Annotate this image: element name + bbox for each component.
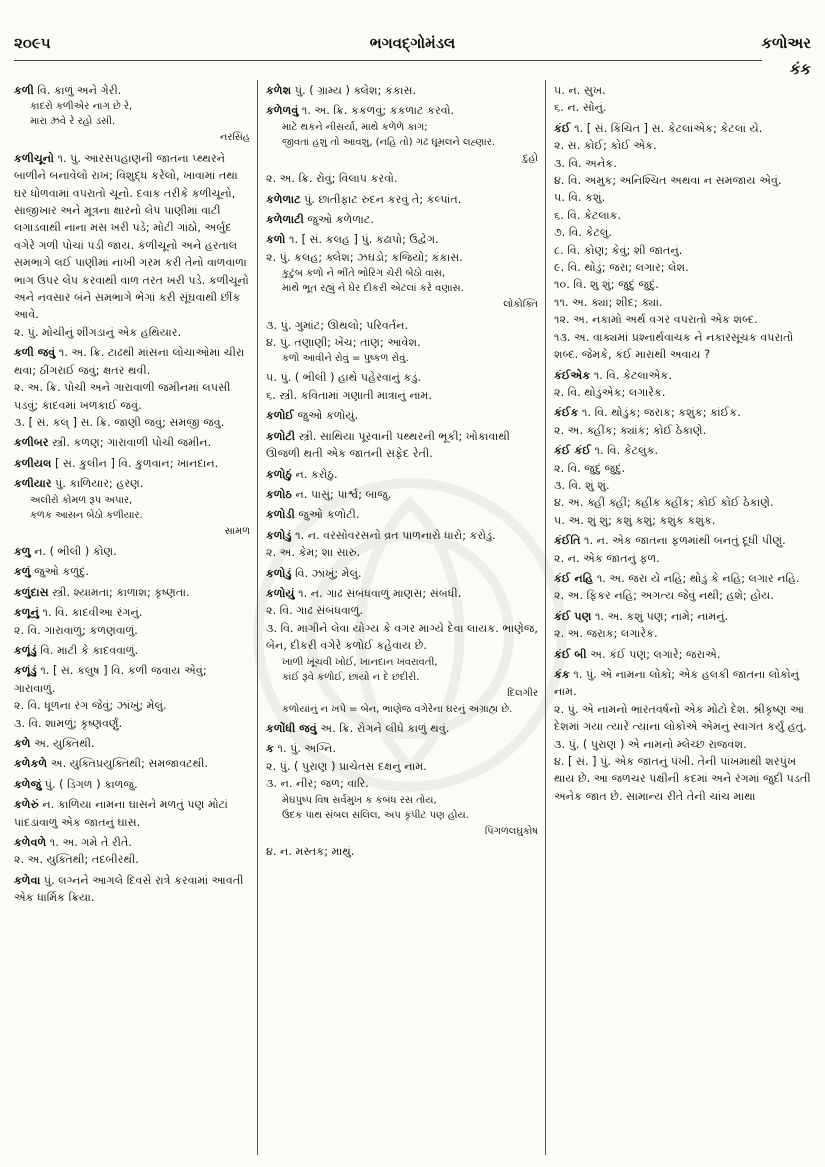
guide-word-bottom: કંક: [789, 60, 811, 78]
definition-text: પું. ( ડિંગળ ) કાળજું.: [44, 777, 138, 791]
headword: કંઈક: [554, 406, 579, 420]
definition-line: ૫. પું. ( ભીલી ) હાથે પહેરવાનું કડું.: [266, 371, 422, 385]
quote-line: જીવતાં હશું તો આવશું, (નહિ તો) ગઢ ઘૂમલને લહ્ણાર.: [282, 136, 496, 148]
dictionary-entry: [266, 170, 538, 187]
headword: કળી જવું: [14, 346, 56, 360]
quote-line: ખાળી ખૂંચવી ખોઈ, ખાનદાન ખવરાવતી,: [282, 656, 438, 668]
definition-text: ૧. પું. એ નામના લોકો; એક હલકી જાતના લોકોનું નામ.: [554, 668, 800, 699]
dictionary-entry: [554, 646, 814, 663]
definition-text: સ્ત્રી. શ્યામતા; કાળાશ; કૃષ્ણતા.: [52, 585, 190, 599]
quote-line: કળક આસન બેઠો કળીયાર.: [30, 509, 143, 521]
definition-line: [14, 642, 250, 659]
quote-line: મારા ઝ્રવે રે રહો ડસી.: [30, 116, 116, 128]
definition-line: [266, 486, 538, 503]
definition-line: ૨. અ. યુક્તિથી; તદબીરથી.: [14, 853, 139, 867]
definition-line: ૨. અ. કેમ; શા સારુ.: [266, 546, 361, 560]
definition-text: અ. યુક્તિપ્રયુક્તિથી; સમજાવટથી.: [50, 757, 209, 771]
headword: કંઈતિ: [554, 534, 581, 548]
definition-line: [266, 407, 538, 424]
headword: કળેવા: [14, 873, 41, 887]
dictionary-entry: [14, 455, 250, 472]
definition-line: [14, 796, 250, 831]
dictionary-entry: [266, 428, 538, 463]
headword: કંઈએક: [554, 368, 591, 382]
headword: કળુ: [14, 544, 31, 558]
definition-text: જુઓ કળુંદું.: [34, 565, 89, 579]
definition-text: ૧. અ. ક્રિ. કકળવું; કકળાટ કરવો.: [301, 104, 455, 118]
definition-line: ૩. વિ. અનેક.: [554, 156, 617, 170]
dictionary-entry: [266, 585, 538, 717]
definition-line: ૨. અ. ક્રિ. રોવું; વિલાપ કરવો.: [266, 172, 398, 186]
dictionary-entry: [14, 834, 250, 869]
definition-text: [ સં. કુલીન ] વિ. કુળવાન; ખાનદાન.: [55, 456, 219, 470]
quote-line: અલીરો કોમળ રૂપ અપાર,: [30, 494, 133, 506]
headword: કળોટી: [266, 429, 296, 443]
headword: કળી: [14, 84, 34, 97]
definition-line: ૨. પું. એ નામનો ભારતવર્ષનો એક મોટો દેશ. શ્રીકૃષ્ણ આ દેશમાં ગયા ત્યારે ત્યાંના લોકોએ એમનું સ્વાગત કર્યું હતું.: [554, 702, 807, 734]
definition-line: ૫. વિ. કશું.: [554, 191, 606, 205]
headword: કળોંધી જવું: [266, 721, 317, 735]
definition-text: અ. ક્રિ. રોગને લીધે કાળું થવું.: [320, 721, 450, 735]
definition-line: ૩. [ સં. કલ્ ] સ. ક્રિ. જાણી જવું; સમજી જવું.: [14, 415, 225, 429]
definition-line: ૧૨. અ. નકામો અર્થ વગર વપરાતો એક શબ્દ.: [554, 313, 758, 327]
definition-line: [554, 570, 814, 587]
dictionary-entry: [554, 666, 814, 805]
definition-line: ૪. ન. મસ્તક; માથું.: [266, 845, 355, 858]
dictionary-entry: [14, 434, 250, 451]
definition-line: ૩. પું. ગુમાંટ; ઊથલો; પરિવર્તન.: [266, 318, 409, 332]
headword: કંઈ નહિ: [554, 571, 594, 585]
definition-line: [14, 776, 250, 793]
dictionary-entry: [266, 102, 538, 167]
definition-line: [554, 532, 814, 549]
quote-line: મેઘપુષ્પ વિષ સર્વમુખ ક કબંધ રસ તોય,: [282, 794, 437, 806]
definition-line: ૬. વિ. કેટલાક.: [554, 208, 622, 222]
headword: કળોઠ: [266, 487, 292, 501]
definition-text: ૧. પું. અગ્નિ.: [277, 742, 337, 756]
definition-text: અ. કંઈ પણ; લગારે; જરાએ.: [590, 647, 721, 661]
definition-line: ૪. વિ. અમુક; અનિશ્ચિત અથવા ન સમજાય એવું.: [554, 174, 782, 188]
headword: કળેળાટ: [266, 192, 301, 206]
definition-line: [14, 82, 250, 99]
dictionary-entry: [14, 604, 250, 639]
definition-text: ૧. [ સં. કલુષ ] વિ. કળી જવાય એવું; ગારાવાળું.: [14, 664, 207, 695]
definition-line: [14, 604, 250, 621]
dictionary-entry: [266, 740, 538, 840]
definition-line: [554, 120, 814, 137]
definition-line: ૨. વિ. ધૂળના રંગ જેવું; ઝાંખું; મેલું.: [14, 699, 167, 713]
headword: કંઈ: [554, 121, 571, 135]
definition-line: ૨. અ. ફિકર નહિ; અગત્ય જેવું નથી; હશે; હોય.: [554, 589, 774, 603]
dictionary-entry: [266, 486, 538, 503]
definition-line: ૩. વિ. શામળું; કૃષ્ણવર્ણું.: [14, 716, 123, 730]
headword: કળૂનું: [14, 606, 39, 620]
definition-line: [266, 211, 538, 228]
headword: કળોડી: [266, 508, 295, 522]
headword: કળોડું: [266, 566, 292, 580]
definition-line: [266, 565, 538, 582]
headword: કળોડું: [266, 528, 292, 542]
guide-word-top: કળોઅર: [761, 34, 811, 52]
definition-line: ૫. અ. શું શું; કશું કશું; કશુંક કશુંક.: [554, 513, 716, 527]
definition-line: [266, 428, 538, 463]
quote-attribution: દુહો: [522, 152, 538, 164]
dictionary-entry: [266, 506, 538, 523]
dictionary-entry: [554, 442, 814, 529]
definition-line: ૨. વિ. ગારાવાળું; કળણવાળું.: [14, 623, 138, 637]
dictionary-entry: [266, 565, 538, 582]
definition-line: [266, 740, 538, 757]
definition-text: ૧. ન. ગાઢ સંબંધવાળું માણસ; સંબંધી.: [298, 586, 462, 600]
definition-text: ન. કાળિયા નામના ઘાસને મળતું પણ મોટાં પાંદડાંવાળું એક જાતનું ઘાસ.: [14, 798, 228, 829]
dictionary-entry: [266, 191, 538, 208]
definition-line: ૩. ન. નીર; જળ; વારિ.: [266, 777, 369, 791]
definition-text: વિ. માટી કે કાદવવાળું.: [40, 643, 139, 657]
column-3: [554, 82, 814, 1157]
dictionary-entry: [554, 120, 814, 364]
definition-text: ન. ( ભીલી ) કોણ.: [34, 544, 117, 558]
headword: કળેળવું: [266, 104, 299, 118]
headword: કળો: [266, 233, 286, 247]
dictionary-entry: [554, 608, 814, 643]
headword: કંક: [554, 668, 570, 681]
definition-line: ૯. વિ. થોડું; જરા; લગાર; લેશ.: [554, 261, 689, 275]
headword: કળીચૂનો: [14, 151, 54, 165]
dictionary-entry: [266, 82, 538, 99]
definition-text: ન. કરોઠું.: [295, 467, 338, 481]
definition-line: ૪. પું. તણાણી; ખેંચ; તાણ; આવેશ.: [266, 336, 421, 350]
headword: કળૂંડું: [14, 664, 37, 678]
headword: કળેવળે: [14, 836, 47, 850]
dictionary-entry: [266, 466, 538, 483]
dictionary-entry: [554, 532, 814, 567]
dictionary-entry: [554, 367, 814, 402]
headword: કળેશ: [266, 84, 292, 97]
definition-text: વિ. કાળું અને ગેરી.: [37, 84, 122, 97]
dictionary-entry: [554, 82, 814, 117]
definition-text: ન. પાસું; પાર્શ્વ; બાજુ.: [295, 487, 392, 501]
headword: કળોઈ: [266, 409, 295, 423]
definition-text: વિ. ઝાંખું; મેલું.: [295, 566, 362, 580]
definition-line: [14, 150, 250, 324]
dictionary-entry: [14, 776, 250, 793]
definition-line: ૨. વિ. જુદું જુદું.: [554, 461, 626, 475]
quote-attribution: નરસિંહ: [219, 132, 250, 144]
definition-line: [14, 755, 250, 772]
dictionary-entry: [14, 543, 250, 560]
definition-line: [266, 102, 538, 119]
headword: કંઈ કંઈ: [554, 444, 591, 458]
definition-line: ૬. સ્ત્રી. કવિતામાં ગણાતી માત્રાનું નામ.: [266, 388, 432, 402]
definition-line: ૩. વિ. માગીને લેવા યોગ્ય કે વગર માગ્યે દેવા લાયક. ભાણેજ, બેન, દીકરી વગેરે કળોઈ કહેવાય છે.: [266, 621, 538, 653]
definition-line: ૨. અ. ક્રિ. પોચી અને ગારાવાળી જમીનમાં લપસી પડવું; કાદવમાં ખળકાઈ જવું.: [14, 381, 231, 412]
dictionary-entry: [14, 755, 250, 772]
definition-text: સ્ત્રી. કળણ; ગારાવાળી પોચી જમીન.: [52, 436, 212, 450]
quote-attribution: દિલગીર: [507, 687, 538, 699]
headword: કળેકળે: [14, 757, 48, 771]
quote-attribution: પિંગળલઘુકોષ: [484, 825, 538, 837]
definition-line: [14, 834, 250, 851]
dictionary-entry: [14, 735, 250, 752]
definition-line: [14, 475, 250, 492]
dictionary-entry: [266, 317, 538, 367]
dictionary-entry: [554, 404, 814, 439]
definition-line: ૨. અ. જરાક; લગારેક.: [554, 627, 658, 641]
quote-line: માથે ભૂત રહ્યું ને ઘેર દીકરી એટલાં કરે વણાસ.: [282, 283, 464, 295]
dictionary-entry: [14, 872, 250, 907]
definition-text: જુઓ કળોયું.: [297, 409, 359, 423]
dictionary-entry: [14, 662, 250, 732]
definition-line: [266, 191, 538, 208]
definition-text: પું. કાળિયાર; હરણ.: [55, 477, 144, 491]
dictionary-entry: [14, 150, 250, 341]
definition-line: ૨. વિ. થોડુંએક; લગારેક.: [554, 385, 666, 399]
definition-text: જુઓ કળોટી.: [298, 508, 360, 522]
definition-text: ૧. અ. કશું પણ; નામે; નામનું.: [595, 609, 729, 623]
definition-line: ૧૧. અ. ક્યાં; શીદ; ક્યાં.: [554, 295, 663, 309]
dictionary-entry: [14, 642, 250, 659]
dictionary-entry: [266, 407, 538, 424]
headword: કળેળાટી: [266, 213, 304, 227]
dictionary-entry: [266, 231, 538, 313]
definition-line: [266, 231, 538, 248]
definition-line: [266, 82, 538, 99]
definition-text: પું. ( ગ્રામ્ય ) ક્લેશ; કંકાસ.: [294, 84, 417, 97]
definition-text: ૧. ન. વરસોવરસનો વ્રત પાળનારો ધારો; કરોડું.: [295, 528, 496, 542]
definition-line: [554, 608, 814, 625]
headword: કળું: [14, 565, 31, 579]
headword: કળૂંડું: [14, 643, 37, 657]
headword: કળોઠું: [266, 467, 292, 481]
definition-line: ૬. ન. સોનું.: [554, 101, 607, 115]
definition-text: ૧. પું. આરસપહાણની જાતના પ્થ્થરને બાળીને બનાવેલો રાખ; વિશુદ્ધ કરેલો, ખાવામાં તથા ઘર ધોળવામાં વપરાતો ચૂનો. દવાક તરીકે કળીચૂનો, સાજીખાર અને મૂત્રના ક્ષારનો લેપ પાણીમાં વાટી લગાડવાથી નાના મસ ખરી પડે; મોટી ગાંઠો, અર્બુદ વગેરે ગળી પોચાં પડી જાય. કળીચૂનો અને હરતાલ સમભાગે લઈ પાણીમાં નાખી ગરમ કરી તેનો વાળવાળા ભાગ ઉપર લેપ કરવાથી વાળ તરત ખરી પડે. કળીચૂનો અને નવસાર બંને સમભાગે ભેગાં કરી સૂંઘવાથી છીંક આવે.: [14, 151, 249, 322]
definition-text: અ. યુક્તિથી.: [34, 737, 95, 750]
headword: કંઈ બી: [554, 647, 587, 661]
definition-line: ૨. ન. એક જાતનું ફળ.: [554, 551, 660, 565]
quote-line: માટે થકને નીસર્યા, માથે કળેળે કાગ;: [282, 121, 428, 133]
definition-text: પું. લગ્નને આગલે દિવસે રાત્રે કરવામાં આવતી એક ધાર્મિક ક્રિયા.: [14, 873, 244, 905]
definition-text: ૧. અ. ગમે તે રીતે.: [49, 836, 132, 850]
column-1: [14, 82, 250, 1157]
definition-line: ૨. પું. ( પુરાણ ) પ્રાચેતસ દક્ષનું નામ.: [266, 759, 427, 773]
definition-line: [14, 872, 250, 907]
definition-line: [554, 367, 814, 384]
definition-line: ૨. વિ. ગાઢ સંબંધવાળું.: [266, 604, 364, 618]
quote-line: કાદરો કળીએર નાગ છે રે,: [30, 101, 133, 113]
dictionary-entry: [266, 527, 538, 562]
header-rule: [14, 60, 762, 61]
definition-line: [14, 455, 250, 472]
definition-line: ૫. ન. સુખ.: [554, 84, 606, 97]
definition-line: ૨. અ. ક્હીંક; ક્યાંક; કોઈ ઠેકાણે.: [554, 423, 707, 437]
definition-line: [14, 543, 250, 560]
definition-text: જુઓ કળેળાટ.: [307, 213, 374, 227]
definition-line: [266, 506, 538, 523]
definition-line: ૭. વિ. કેટલું.: [554, 226, 612, 240]
headword: કળીયાર: [14, 477, 52, 491]
quote-line: કાંઈ રૂવે કળોઈ, છાંયો ન દે છંદીરી.: [282, 671, 420, 683]
definition-line: ૩. પું. ( પુરાણ ) એ નામનો મ્લેચ્છ રાજવંશ.: [554, 737, 747, 751]
definition-text: ૧. ન. એક જાતના ફળમાંથી બનતું દૂધી પીણું.: [584, 534, 786, 548]
dictionary-entry: [14, 82, 250, 147]
definition-line: [554, 666, 814, 701]
headword: કળેજું: [14, 777, 42, 791]
page-header: [0, 0, 825, 78]
dictionary-entry: [554, 570, 814, 605]
headword: કળુંદાસ: [14, 585, 49, 599]
definition-line: [266, 720, 538, 737]
definition-line: [266, 585, 538, 602]
page-title: ભગવદ્ગોમંડલ: [369, 34, 456, 52]
definition-line: [266, 527, 538, 544]
definition-text: ૧. અ. ક્રિ. ટાઢથી માંસના લોચાઓમાં ચીરા થવા; ઠીંગરાઈ જવું; ક્ષતર થવી.: [14, 346, 245, 377]
dictionary-entry: [14, 584, 250, 601]
dictionary-entry: [14, 563, 250, 580]
dictionary-entry: [266, 369, 538, 404]
page-number: ૨૦૯૫: [14, 34, 51, 52]
headword: કળીયલ: [14, 456, 52, 470]
definition-line: [554, 404, 814, 421]
headword: કળીબર: [14, 436, 49, 450]
definition-line: ૨. સ. કોઈ; કોઈ એક.: [554, 139, 657, 153]
definition-line: ૨. પું. કલહ; ક્લેશ; ઝઘડો; કજિયો; કંકાસ.: [266, 250, 463, 264]
definition-line: [266, 466, 538, 483]
dictionary-entry: [14, 796, 250, 831]
definition-text: ૧. વિ. થોડુંક; જરાક; કશુંક; કાંઈક.: [582, 406, 741, 420]
definition-text: ૧. અ. જરા યે નહિ; થોડું કે નહિ; લગાર નહિ.: [596, 571, 800, 585]
definition-line: [554, 646, 814, 663]
definition-line: [14, 344, 250, 379]
definition-line: ૨. પું. મોચીનું શીંગડાનું એક હથિયાર.: [14, 325, 182, 339]
quote-attribution: લોકોક્તિ: [503, 299, 538, 311]
definition-line: [14, 563, 250, 580]
definition-line: [14, 735, 250, 752]
definition-text: ૧. [ સં. કલહ ] પું. કઢાપો; ઉદ્વેગ.: [288, 233, 439, 247]
definition-text: ૧. વિ. કાદવીઆ રંગનું.: [42, 606, 143, 620]
quote-line: કળો આવીને રોવું = પુષ્કળ રોવું.: [282, 353, 409, 365]
headword: ક: [266, 742, 274, 756]
dictionary-entry: [14, 344, 250, 431]
quote-line: ઉદક પાથ સંબલ સલિલ, અપ કૃપીટ પણ હોય.: [282, 809, 469, 821]
dictionary-entry: [266, 843, 538, 860]
definition-text: પું. છાતીફાટ રુદન કરવું તે; કલ્પાંત.: [304, 192, 462, 206]
quote-attribution: સામળ: [224, 525, 250, 537]
headword: કંઈ પણ: [554, 609, 592, 623]
headword: કળેરું: [14, 798, 39, 812]
definition-line: ૪. [ સં. ] પું. એક જાતનું પંખી. તેની પાંખમાંથી શરપુંખ થાય છે. આ જળચર પક્ષીની કદમાં અને રંગમાં જુદી પડતી અનેક જાત છે. સામાન્ય રીતે તેની ચાંચ માથા: [554, 755, 811, 803]
definition-line: ૮. વિ. કોણ; કેવું; શી જાતનું.: [554, 243, 683, 257]
definition-line: [14, 662, 250, 697]
quote-line: કુટુંબ કળો ને ભીંતે ભોરિંગ ચેરી બેઠો વાસ,: [282, 268, 446, 280]
definition-line: ૧૩. અ. વાક્યમાં પ્રશ્નાર્થવાચક ને નકારસૂચક વપરાતો શબ્દ. જેમકે, કંઈ મારાથી અવાય ?: [554, 330, 794, 362]
definition-line: ૩. વિ. શું શું.: [554, 478, 610, 492]
definition-text: ૧. [ સં. કિંચિત ] સ. કેટલાંએક; કેટલાં યે.: [574, 121, 763, 135]
definition-line: ૪. અ. ક્હીં ક્હીં; ક્હીંક ક્હીંક; કોઈ કોઈ ઠેકાણે.: [554, 496, 774, 510]
column-2: [266, 82, 538, 1157]
definition-line: ૧૦. વિ. શું શું; જુદું જુદું.: [554, 278, 659, 292]
quote-line: કળોયાંનું ન ખપે = બેન, ભાણેજ વગેરેના ઘરનું અગ્રાહ્ય છે.: [282, 703, 513, 715]
definition-line: [554, 442, 814, 459]
headword: કળોયું: [266, 586, 295, 600]
headword: કળે: [14, 737, 31, 750]
definition-text: ૧. વિ. કેટલુંક.: [594, 444, 659, 458]
definition-line: [14, 584, 250, 601]
dictionary-entry: [266, 211, 538, 228]
definition-text: ૧. વિ. કેટલાએક.: [593, 368, 672, 382]
definition-text: સ્ત્રી. સાથિયા પૂરવાની પથ્થરની ભૂકી; ખોકાવાથી ઊજળી થતી એક જાતની સફેદ રેતી.: [266, 429, 510, 461]
dictionary-entry: [266, 720, 538, 737]
definition-line: [14, 434, 250, 451]
dictionary-entry: [14, 475, 250, 540]
